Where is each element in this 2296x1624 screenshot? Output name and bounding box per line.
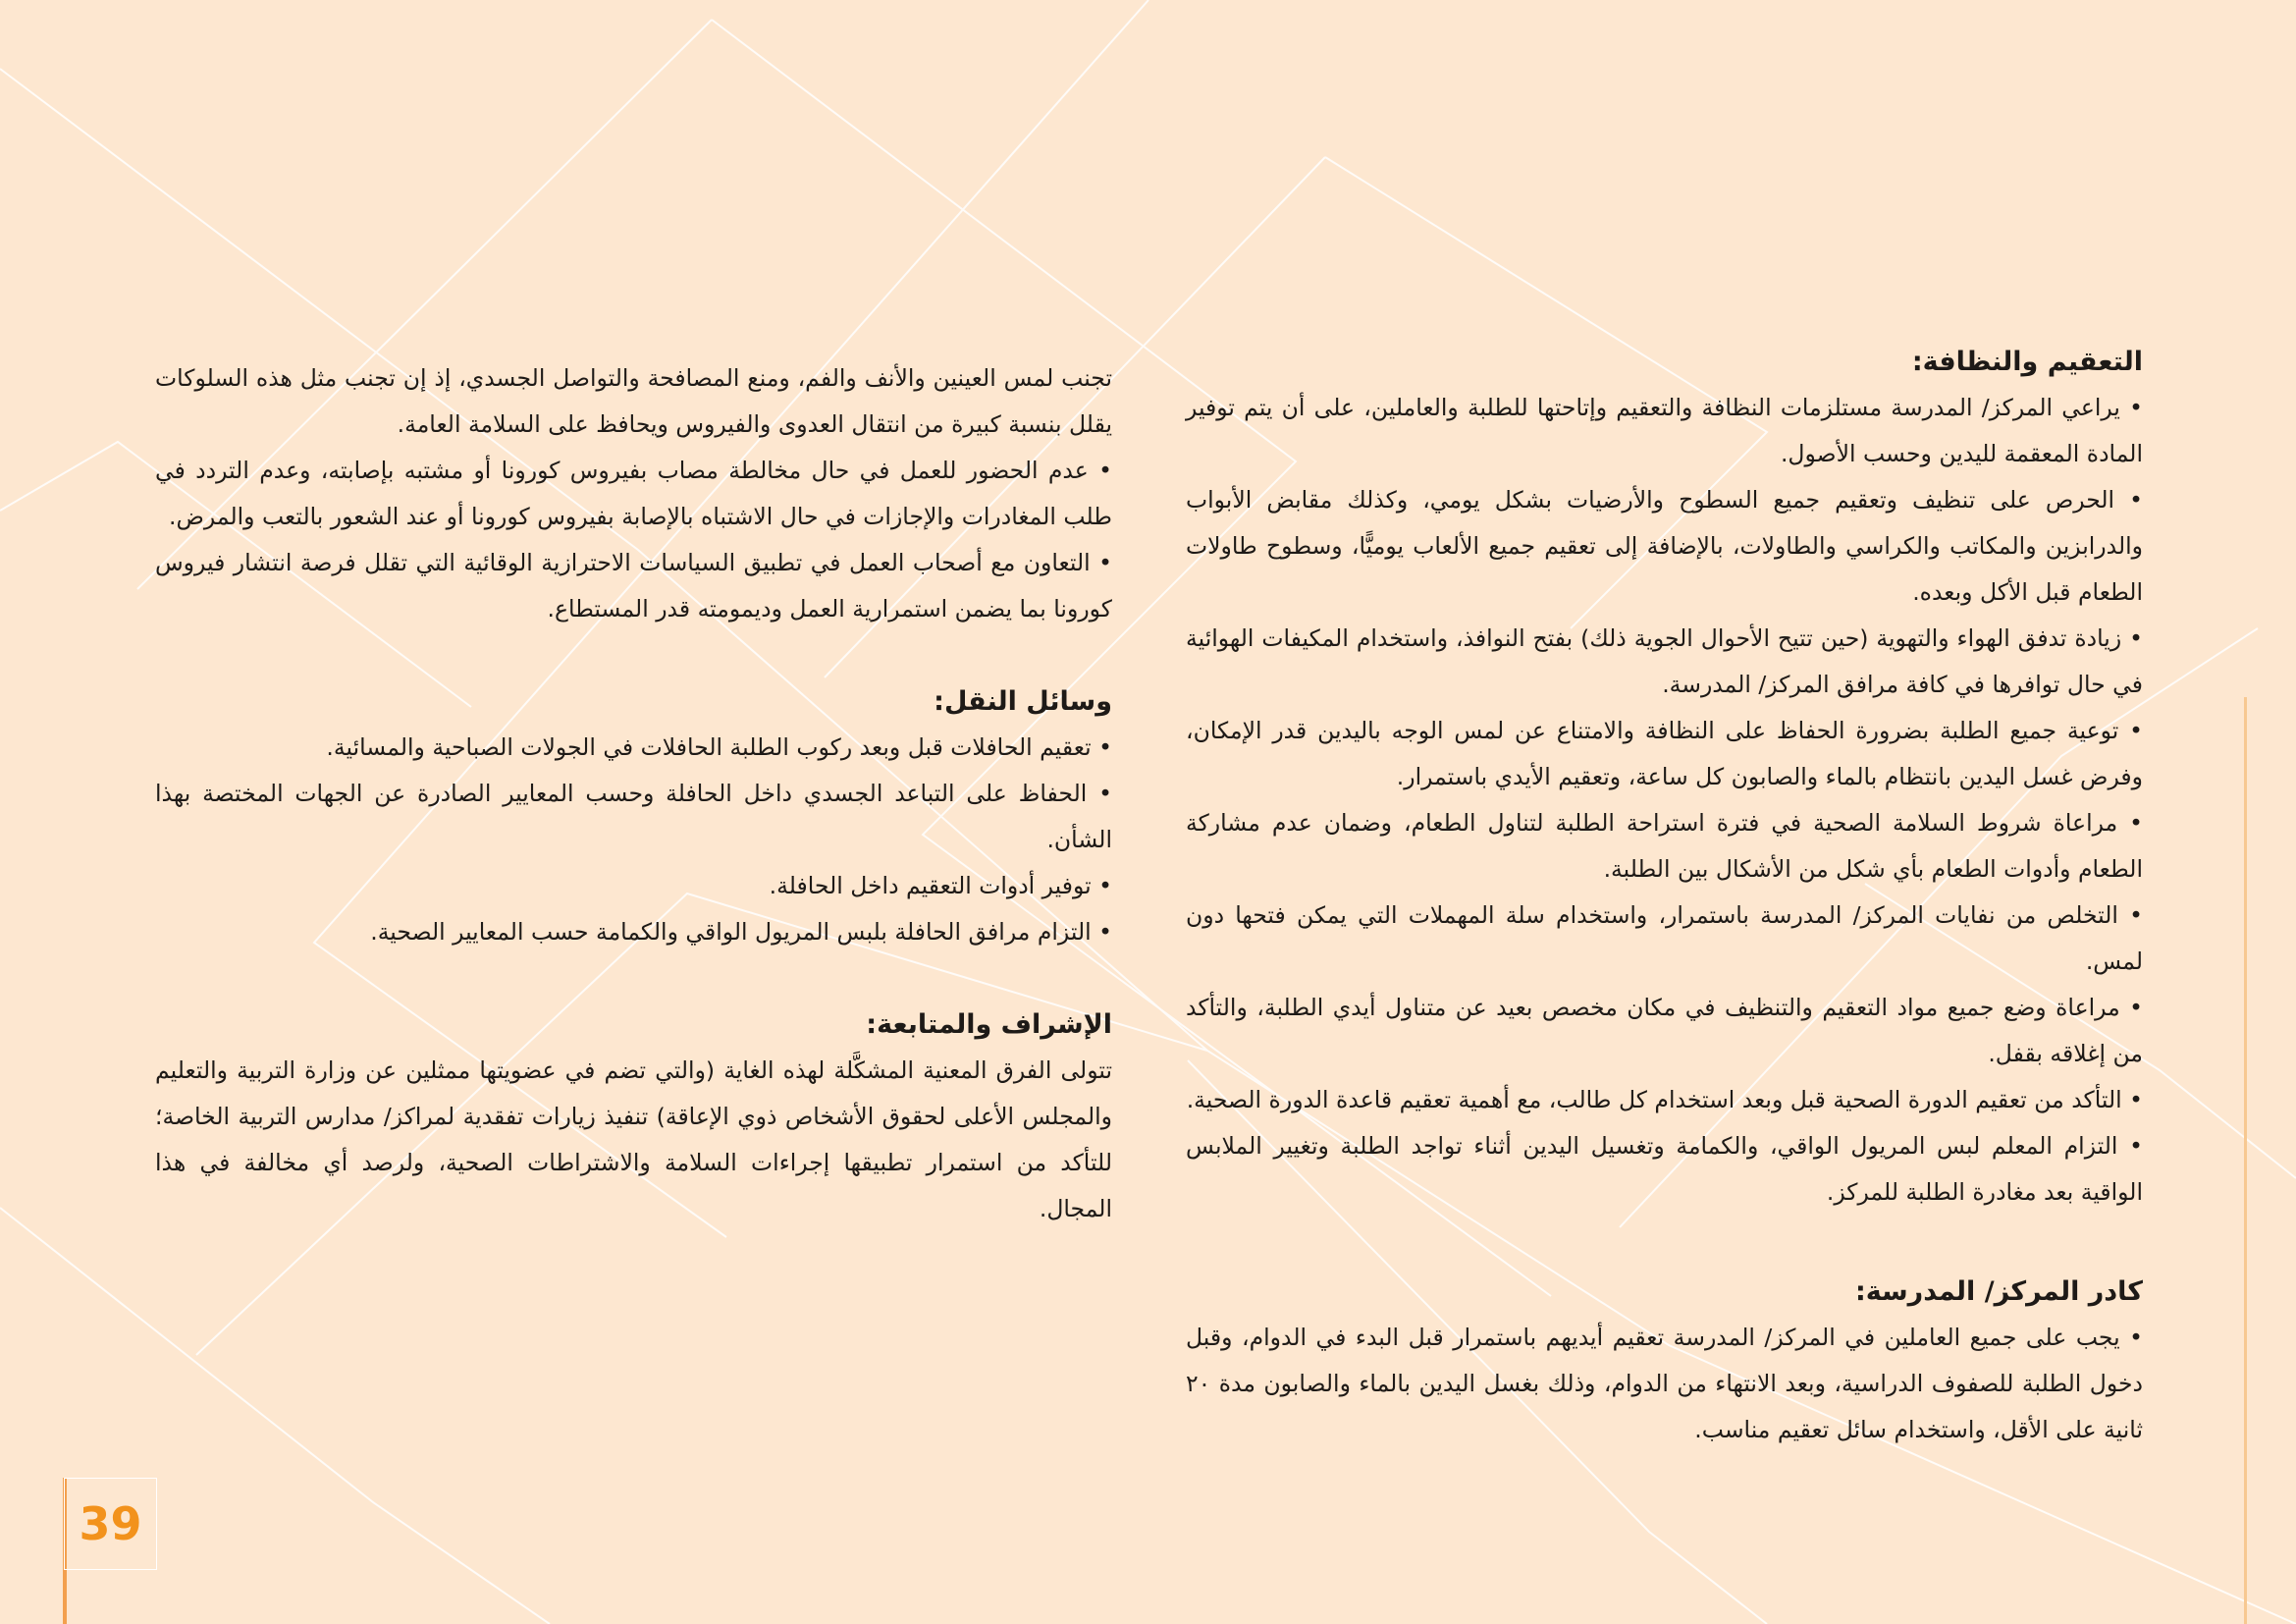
sanitization-item: • زيادة تدفق الهواء والتهوية (حين تتيح الأحوال الجوية ذلك) بفتح النوافذ، واستخدام المكيفات الهوائية في حال توافرها في كافة مرافق المركز/ المدرسة. bbox=[1186, 624, 2143, 698]
staff-item: • يجب على جميع العاملين في المركز/ المدرسة تعقيم أيديهم باستمرار قبل البدء في الدوام، وقبل دخول الطلبة للصفوف الدراسية، وبعد الانتهاء من الدوام، وذلك بغسل اليدين بالماء والصابون مدة ٢٠ ثانية على الأقل، واستخدام سائل تعقيم مناسب. bbox=[1186, 1324, 2143, 1443]
continued-item: • التعاون مع أصحاب العمل في تطبيق السياسات الاحترازية الوقائية التي تقلل فرصة انتشار فيروس كورونا بما يضمن استمرارية العمل وديمومته قدر المستطاع. bbox=[155, 549, 1112, 623]
sanitization-item: • الحرص على تنظيف وتعقيم جميع السطوح والأرضيات بشكل يومي، وكذلك مقابض الأبواب والدرابزين والمكاتب والكراسي والطاولات، بالإضافة إلى تعقيم جميع الألعاب يوميًّا، وسطوح طاولات الطعام قبل الأكل وبعده. bbox=[1186, 486, 2143, 606]
supervision-item: تتولى الفرق المعنية المشكَّلة لهذه الغاية (والتي تضم في عضويتها ممثلين عن وزارة التربية والتعليم والمجلس الأعلى لحقوق الأشخاص ذوي الإعاقة) تنفيذ زيارات تفقدية لمراكز/ مدارس التربية الخاصة؛ للتأكد من استمرار تطبيقها إجراءات السلامة والاشتراطات الصحية، ولرصد أي مخالفة في هذا المجال. bbox=[155, 1056, 1112, 1222]
sanitization-title: التعقيم والنظافة: bbox=[1911, 347, 2143, 377]
sanitization-item: • مراعاة وضع جميع مواد التعقيم والتنظيف في مكان مخصص بعيد عن متناول أيدي الطلبة، والتأكد من إغلاقه بقفل. bbox=[1186, 994, 2143, 1067]
staff-title: كادر المركز/ المدرسة: bbox=[1854, 1276, 2143, 1307]
sanitization-item: • التخلص من نفايات المركز/ المدرسة باستمرار، واستخدام سلة المهملات التي يمكن فتحها دون لمس. bbox=[1186, 901, 2143, 975]
transport-item: • الحفاظ على التباعد الجسدي داخل الحافلة وحسب المعايير الصادرة عن الجهات المختصة بهذا الشأن. bbox=[155, 780, 1112, 853]
spacer bbox=[155, 955, 1112, 1001]
sanitization-item: • مراعاة شروط السلامة الصحية في فترة استراحة الطلبة لتناول الطعام، وضمان عدم مشاركة الطعام وأدوات الطعام بأي شكل من الأشكال بين الطلبة. bbox=[1186, 809, 2143, 883]
transport-item: • توفير أدوات التعقيم داخل الحافلة. bbox=[769, 872, 1112, 899]
sanitization-item: • توعية جميع الطلبة بضرورة الحفاظ على النظافة والامتناع عن لمس الوجه باليدين قدر الإمكان، وفرض غسل اليدين بانتظام بالماء والصابون كل ساعة، وتعقيم الأيدي باستمرار. bbox=[1186, 717, 2143, 790]
spacer bbox=[155, 632, 1112, 678]
continued-item: • عدم الحضور للعمل في حال مخالطة مصاب بفيروس كورونا أو مشتبه بإصابته، وعدم التردد في طلب المغادرات والإجازات في حال الاشتباه بالإصابة بفيروس كورونا أو عند الشعور بالتعب والمرض. bbox=[155, 457, 1112, 530]
sanitization-item: • يراعي المركز/ المدرسة مستلزمات النظافة والتعقيم وإتاحتها للطلبة والعاملين، على أن يتم توفير المادة المعقمة لليدين وحسب الأصول. bbox=[1186, 394, 2143, 467]
right-column bbox=[1186, 339, 2143, 1453]
right-accent-line bbox=[2244, 697, 2247, 1624]
transport-item: • تعقيم الحافلات قبل وبعد ركوب الطلبة الحافلات في الجولات الصباحية والمسائية. bbox=[326, 733, 1112, 761]
continued-item: تجنب لمس العينين والأنف والفم، ومنع المصافحة والتواصل الجسدي، إذ إن تجنب مثل هذه السلوكات يقلل بنسبة كبيرة من انتقال العدوى والفيروس ويحافظ على السلامة العامة. bbox=[155, 364, 1112, 438]
page-number-box bbox=[64, 1478, 157, 1570]
transport-title: وسائل النقل: bbox=[934, 686, 1112, 717]
sanitization-item: • التأكد من تعقيم الدورة الصحية قبل وبعد استخدام كل طالب، مع أهمية تعقيم قاعدة الدورة الصحية. bbox=[1186, 1086, 2143, 1113]
left-column bbox=[155, 355, 1112, 1232]
page-number: 39 bbox=[79, 1497, 142, 1550]
supervision-title: الإشراف والمتابعة: bbox=[866, 1009, 1112, 1040]
spacer bbox=[1186, 1216, 2143, 1269]
transport-item: • التزام مرافق الحافلة بلبس المريول الواقي والكمامة حسب المعايير الصحية. bbox=[370, 918, 1112, 946]
sanitization-item: • التزام المعلم لبس المريول الواقي، والكمامة وتغسيل اليدين أثناء تواجد الطلبة وتغيير الملابس الواقية بعد مغادرة الطلبة للمركز. bbox=[1186, 1132, 2143, 1206]
